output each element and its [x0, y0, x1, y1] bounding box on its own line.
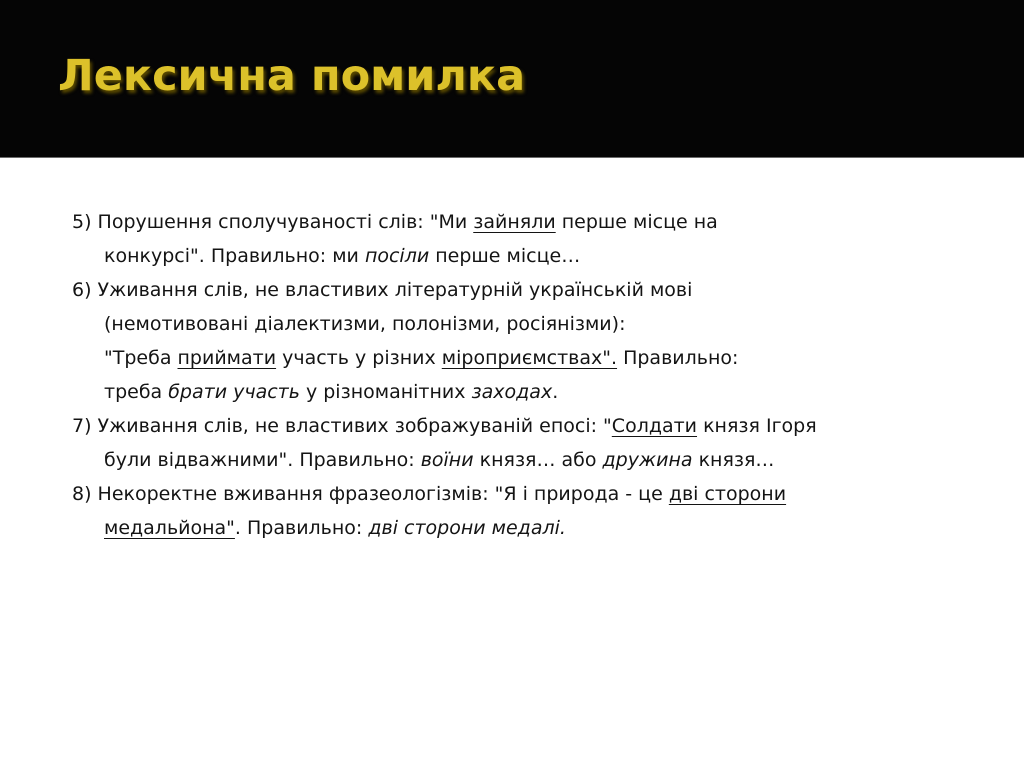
text-segment: були відважними". Правильно: — [104, 449, 421, 471]
text-segment: перше місце на — [555, 211, 718, 233]
item-8-line-1 — [72, 477, 972, 511]
underlined-word: приймати — [177, 347, 277, 369]
item-6-line-3 — [72, 341, 972, 375]
text-segment: князя… — [692, 449, 775, 471]
text-segment: 8) Некоректне вживання фразеологізмів: "Я і природа - це — [72, 483, 669, 505]
underlined-word: міроприємствах". — [441, 347, 618, 369]
text-segment: князя… або — [473, 449, 603, 471]
italic-word: воїни — [420, 449, 474, 471]
text-segment: 6) Уживання слів, не властивих літературній українській мові — [72, 279, 693, 301]
text-segment: треба — [104, 381, 169, 403]
slide-body — [72, 205, 972, 545]
italic-word: посіли — [364, 245, 430, 267]
italic-word: брати участь — [168, 381, 300, 403]
text-segment: 5) Порушення сполучуваності слів: "Ми — [72, 211, 474, 233]
item-6-line-2 — [72, 307, 972, 341]
italic-word: заходах — [471, 381, 553, 403]
text-segment: . Правильно: — [234, 517, 369, 539]
italic-word: дві сторони медалі. — [368, 517, 566, 539]
italic-word: дружина — [602, 449, 693, 471]
item-5-line-1 — [72, 205, 972, 239]
item-6-line-1 — [72, 273, 972, 307]
item-8-line-2 — [72, 511, 972, 545]
text-segment: . — [552, 381, 559, 403]
item-7-line-1 — [72, 409, 972, 443]
underlined-word: медальйона" — [104, 517, 235, 539]
slide-title: Лексична помилка — [58, 51, 526, 101]
text-segment: (немотивовані діалектизми, полонізми, росіянізми): — [104, 313, 626, 335]
text-segment: участь у різних — [276, 347, 442, 369]
text-segment: 7) Уживання слів, не властивих зображуваній епосі: " — [72, 415, 612, 437]
item-6-line-4 — [72, 375, 972, 409]
text-segment: Правильно: — [617, 347, 739, 369]
item-7-line-2 — [72, 443, 972, 477]
text-segment: перше місце… — [429, 245, 581, 267]
item-5-line-2 — [72, 239, 972, 273]
text-segment: "Треба — [104, 347, 178, 369]
text-segment: у різноманітних — [299, 381, 472, 403]
underlined-word: дві сторони — [668, 483, 787, 505]
text-segment: князя Ігоря — [697, 415, 817, 437]
underlined-word: Солдати — [611, 415, 698, 437]
underlined-word: зайняли — [473, 211, 556, 233]
title-bar — [0, 0, 1024, 158]
text-segment: конкурсі". Правильно: ми — [104, 245, 365, 267]
